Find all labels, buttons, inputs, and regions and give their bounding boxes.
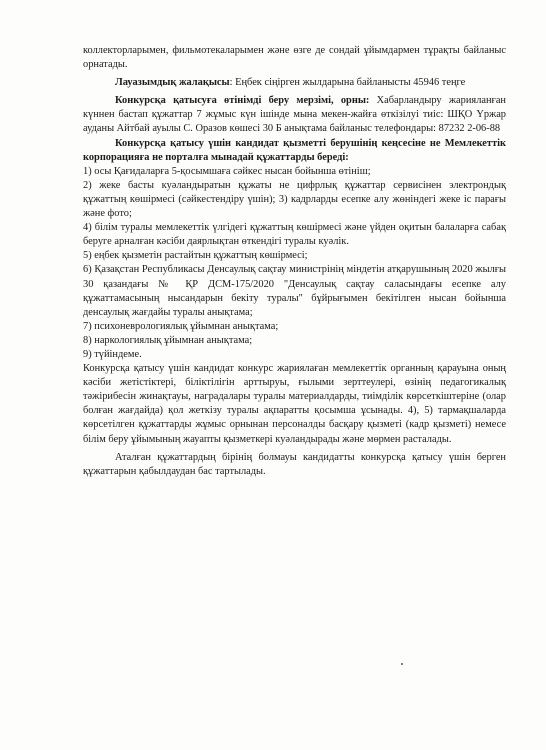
list-item-4: 4) білім туралы мемлекеттік үлгідегі құжаттың көшірмесі және үйден оқитын балаларға сабақ беруге арналған кәсіби даярлықтан өткендігі туралы куәлік. bbox=[83, 222, 506, 248]
list-item-5: 5) еңбек қызметін растайтын құжаттың көшірмесі; bbox=[83, 250, 308, 262]
documents-heading: Конкурсқа қатысу үшін кандидат қызметті берушінің кеңсесіне не Мемлекеттік корпорацияға не порталға мынадай құжаттарды береді: bbox=[83, 137, 506, 163]
list-item-1: 1) осы Қағидаларға 5-қосымшаға сәйкес нысан бойынша өтініш; bbox=[83, 165, 371, 177]
refusal-paragraph: Аталған құжаттардың бірінің болмауы кандидатты конкурсқа қатысу үшін берген құжаттарын қабылдаудан бас тартылады. bbox=[83, 451, 506, 477]
deadline-label: Конкурсқа қатысуға өтінімді беру мерзімі, орны: bbox=[115, 95, 370, 107]
deadline-paragraph bbox=[83, 94, 506, 136]
list-item-6: 6) Қазақстан Республикасы Денсаулық сақтау министрінің міндетін атқарушының 2020 жылғы 30 қазандағы № ҚР ДСМ-175/2020 "Денсаулық сақтау саласындағы есепке алу құжаттамасының нысандарын бекіту туралы" бұйрығымен бекітілген нысан бойынша денсаулық жағдайы туралы анықтама; bbox=[83, 264, 506, 318]
list-item-2-3: 2) жеке басты куәландыратын құжаты не цифрлық құжаттар сервисінен электрондық құжаттың көшірмесі (сәйкестендіру үшін); 3) кадрларды есепке алу жөніндегі жеке іс парағы және фото; bbox=[83, 179, 506, 220]
salary-paragraph bbox=[83, 76, 506, 90]
list-item-9: 9) түйіндеме. bbox=[83, 348, 142, 360]
salary-text: : Еңбек сіңірген жылдарына байланысты 45946 теңге bbox=[229, 77, 466, 89]
additional-materials-paragraph: Конкурсқа қатысу үшін кандидат конкурс жариялаған мемлекеттік органның қарауына оның кәсіби жетістіктері, біліктілігін арттыруы, ғылыми зерттеулері, өзінің педагогикалық тәжірибесін жинақтауы, наградалары туралы материалдарды, тиімділік көрсеткіштеріне (олар болған жағдайда) қол жеткізу туралы ақпаратты қосымша ұсынады. 4), 5) тармақшаларда көрсетілген құжаттарды жұмыс орнынан персоналды басқару қызметі (кадр қызметі) немесе білім беру ұйымының жауапты қызметкері куәландырады және мөрмен расталады. bbox=[83, 363, 506, 445]
paragraph-intro: коллекторларымен, фильмотекаларымен және өзге де сондай ұйымдармен тұрақты байланыс орнатады. bbox=[83, 45, 506, 71]
deadline-text: Хабарландыру жарияланған күннен бастап құжаттар 7 жұмыс күн ішінде мына мекен-жайға өткізілуі тиіс: ШҚО Үржар ауданы Айтбай ауылы С. Оразов көшесі 30 Б анықтама байланыс телефондары: 87232 2-06-88 bbox=[83, 95, 506, 135]
salary-label: Лауазымдық жалақысы bbox=[115, 77, 230, 89]
list-item-7: 7) психоневрологиялық ұйымнан анықтама; bbox=[83, 320, 279, 332]
scan-speck bbox=[401, 663, 403, 665]
list-item-8: 8) наркологиялық ұйымнан анықтама; bbox=[83, 334, 253, 346]
